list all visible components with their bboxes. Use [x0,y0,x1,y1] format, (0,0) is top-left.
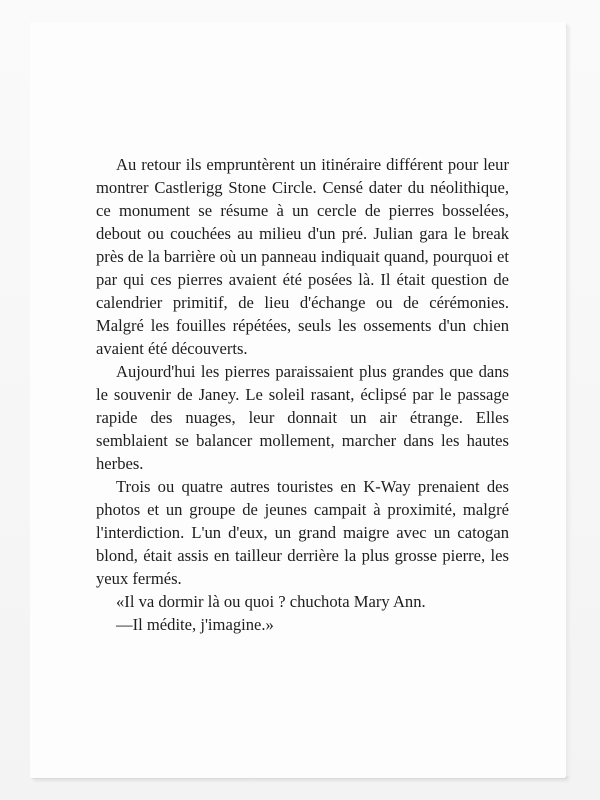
dialogue-line-2: —Il médite, j'imagine.» [116,615,274,634]
paragraph-1: Au retour ils empruntèrent un itinéraire différent pour leur montrer Castlerigg Stone Circle. Censé dater du néolithique, ce monument se résume à un cercle de pierres bosselées, debout ou couchées au milieu d'un pré. Julian gara le break près de la barrière où un panneau indiquait quand, pourquoi et par qui ces pierres avaient été posées là. Il était question de calendrier primitif, de lieu d'échange ou de cérémonies. Malgré les fouilles répétées, seuls les ossements d'un chien avaient été découverts. [96,155,509,358]
body-text [96,153,509,636]
page-edge [566,28,570,776]
dialogue-line-1: «Il va dormir là ou quoi ? chuchota Mary Ann. [116,592,426,611]
paragraph-2: Aujourd'hui les pierres paraissaient plus grandes que dans le souvenir de Janey. Le soleil rasant, éclipsé par le passage rapide des nuages, leur donnait un air étrange. Elles semblaient se balancer mollement, marcher dans les hautes herbes. [96,362,509,473]
paragraph-3: Trois ou quatre autres touristes en K-Way prenaient des photos et un groupe de jeunes campait à proximité, malgré l'interdiction. L'un d'eux, un grand maigre avec un catogan blond, était assis en tailleur derrière la plus grosse pierre, les yeux fermés. [96,477,509,588]
